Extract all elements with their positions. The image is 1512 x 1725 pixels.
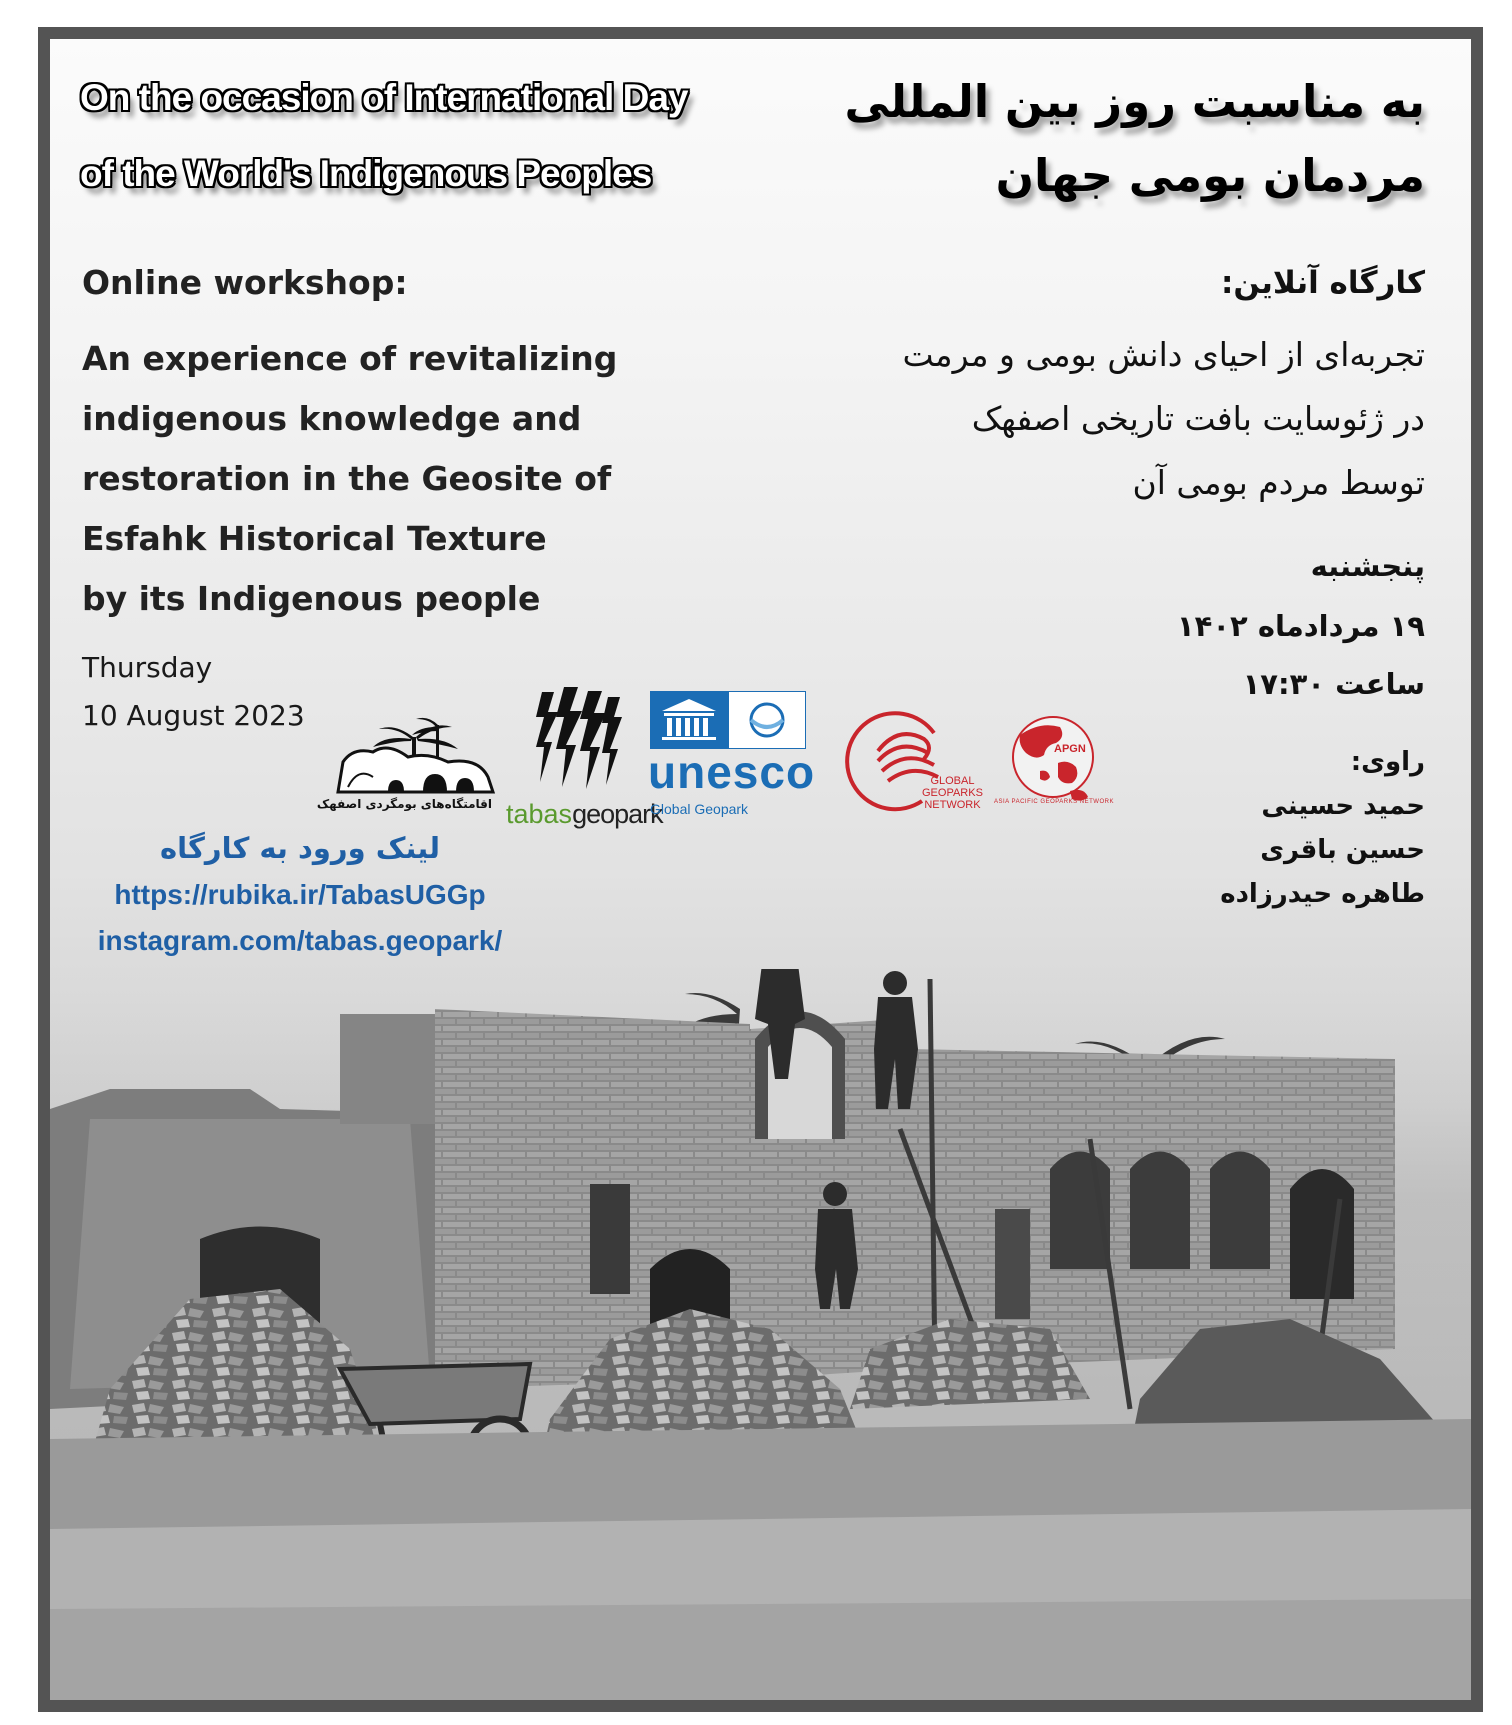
- global-geoparks-network-logo: [836, 711, 983, 831]
- tabas-geopark-logo: [506, 687, 663, 837]
- instagram-link[interactable]: instagram.com/tabas.geopark/: [97, 925, 503, 956]
- workshop-en-date: 10 August 2023: [82, 699, 305, 732]
- workshop-en-label: Online workshop:: [82, 263, 408, 302]
- geopark-logo-word: geopark: [572, 799, 663, 829]
- unesco-temple-icon: [650, 691, 806, 749]
- workshop-en-title-line: An experience of revitalizing: [82, 339, 618, 378]
- tabas-geopark-icon: [534, 687, 624, 797]
- unesco-global-geopark-logo: [648, 691, 816, 831]
- workshop-en-day: Thursday: [82, 651, 213, 684]
- workshop-fa-time: ساعت ۱۷:۳۰: [1242, 667, 1425, 701]
- apgn-logo: [994, 705, 1114, 815]
- tabas-logo-text: [506, 799, 663, 830]
- workshop-fa-title-line: در ژئوسایت بافت تاریخی اصفهک: [971, 399, 1425, 438]
- workshop-en-title-line: indigenous knowledge and: [82, 399, 582, 438]
- narrator-name: طاهره حیدرزاده: [1220, 879, 1425, 909]
- workshop-en-title-line: Esfahk Historical Texture: [82, 519, 547, 558]
- unesco-wordmark: unesco: [648, 746, 816, 798]
- workshop-fa-date: ۱۹ مردادماه ۱۴۰۲: [1176, 609, 1425, 643]
- poster-frame: [38, 27, 1483, 1712]
- workshop-fa-label: کارگاه آنلاین:: [1220, 265, 1425, 301]
- apgn-abbr: APGN: [1054, 743, 1086, 755]
- workshop-fa-title-line: تجربه‌ای از احیای دانش بومی و مرمت: [902, 335, 1425, 374]
- header-en-line2: of the World's Indigenous Peoples: [80, 153, 652, 194]
- ggn-text-line: NETWORK: [924, 799, 981, 811]
- esfahk-ecolodge-logo: [316, 707, 498, 827]
- workshop-en-title-line: by its Indigenous people: [82, 579, 541, 618]
- esfahk-ecolodge-icon: [328, 707, 498, 797]
- header-fa-line2: مردمان بومی جهان: [995, 149, 1425, 202]
- ggn-text-line: GLOBAL: [930, 775, 975, 787]
- workshop-en-title-line: restoration in the Geosite of: [82, 459, 612, 498]
- ggn-text: [922, 775, 983, 811]
- unesco-sub-label: Global Geopark: [650, 801, 749, 817]
- workshop-link-label: لینک ورود به کارگاه: [160, 831, 440, 865]
- narrator-name: حسین باقری: [1260, 835, 1425, 865]
- rubika-link[interactable]: https://rubika.ir/TabasUGGp: [114, 879, 486, 910]
- esfahk-logo-caption: اقامتگاه‌های بومگردی اصفهک: [316, 797, 492, 811]
- narrators-label: راوی:: [1350, 747, 1425, 777]
- workshop-fa-title-line: توسط مردم بومی آن: [1132, 463, 1425, 502]
- tabas-logo-word: tabas: [506, 799, 573, 829]
- narrator-name: حمید حسینی: [1261, 791, 1425, 821]
- apgn-ring-text: ASIA PACIFIC GEOPARKS NETWORK: [994, 799, 1114, 805]
- ggn-text-line: GEOPARKS: [922, 787, 983, 799]
- header-fa-line1: به مناسبت روز بین المللی: [844, 75, 1425, 128]
- restoration-photo: [50, 969, 1471, 1712]
- header-en-line1: On the occasion of International Day: [80, 77, 688, 118]
- workshop-fa-day: پنجشنبه: [1310, 549, 1425, 583]
